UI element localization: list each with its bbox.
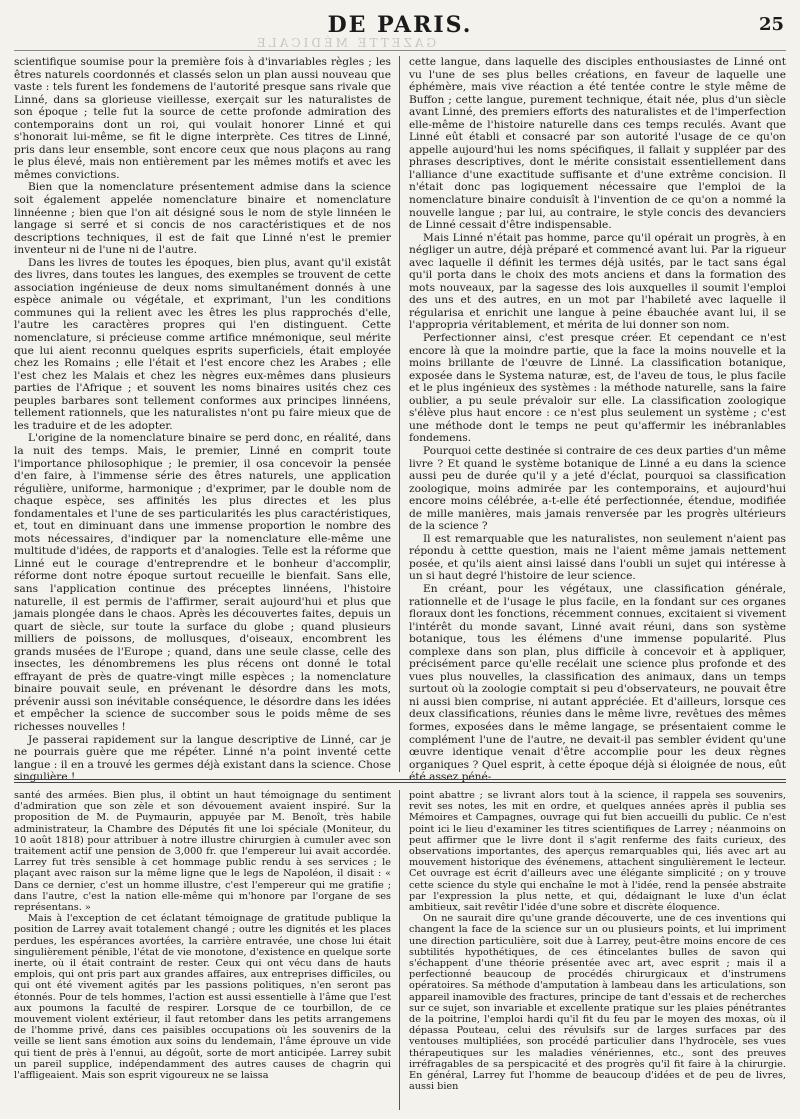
page-number: 25 bbox=[758, 14, 784, 35]
paragraph: En créant, pour les végétaux, une classification générale, rationnelle et de l'usage le plus facile, en la fondant sur ces organes floraux dont les fonctions, récemment connues, excitaient si vivement l'intérêt du monde savant, Linné avait réuni, dans son système botanique, tous les élémens d'une immense popularité. Plus complexe dans son plan, plus difficile à concevoir et à appliquer, précisément parce qu'elle recélait une science plus profonde et des vues plus nouvelles, la classification des animaux, dans un temps surtout où la zoologie comptait si peu d'observateurs, ne pouvait être ni aussi bien comprise, ni autant appréciée. Et d'ailleurs, lorsque ces deux classifications, réunies dans le même livre, revêtues des mêmes formes, exposées dans le même langage, se présentaient comme le complément l'une de l'autre, ne devait-il pas sembler évident qu'une œuvre identique venait d'être accomplie pour les deux règnes organiques ? Quel esprit, à cette époque déjà si éloignée de nous, eût été assez péné- bbox=[409, 582, 786, 784]
paragraph: Mais à l'exception de cet éclatant témoignage de gratitude publique la position de Larrey avait totalement changé ; outre les dignités et les places perdues, les espérances avortées, la carrière entravée, une chose lui était singulièrement pénible, l'état de vie monotone, d'existence en quelque sorte inerte, où il était contraint de rester. Ceux qui ont vécu dans de hauts emplois, qui ont pris part aux grandes affaires, aux entreprises difficiles, ou qui ont été vivement agités par les passions politiques, n'en seront pas étonnés. Pour de tels hommes, l'action est aussi essentielle à l'âme que l'est aux poumons la faculté de respirer. Lorsque de ce tourbillon, de ce mouvement violent extérieur, il faut retomber dans les petits arrangemens de l'homme privé, dans ces paisibles occupations où les souvenirs de la veille se lient sans émotion aux soins du lendemain, l'âme éprouve un vide qui tient de près à l'ennui, au dégoût, sorte de mort anticipée. Larrey subit un pareil supplice, indépendamment des autres causes de chagrin qui l'affligeaient. Mais son esprit vigoureux ne se laissa bbox=[14, 913, 391, 1082]
main-right-column bbox=[409, 56, 786, 784]
paragraph: Mais Linné n'était pas homme, parce qu'il opérait un progrès, à en négliger un autre, déjà préparé et commencé avant lui. Par la rigueur avec laquelle il définit les termes déjà usités, par le tact sans égal qu'il porta dans le choix des mots anciens et dans la formation des mots nouveaux, par la sagesse des lois auxquelles il soumit l'emploi des uns et des autres, en un mot par l'habileté avec laquelle il régularisa et enrichit une langue à peine ébauchée avant lui, il se l'appropria véritablement, et mérita de lui donner son nom. bbox=[409, 231, 786, 332]
feuilleton-divider bbox=[14, 779, 786, 783]
paragraph: Pourquoi cette destinée si contraire de ces deux parties d'un même livre ? Et quand le système botanique de Linné a eu dans la science aussi peu de durée qu'il y a jeté d'éclat, pourquoi sa classification zoologique, moins admirée par les contemporains, et aujourd'hui encore moins célébrée, a-t-elle été perfectionnée, étendue, modifiée de mille manières, mais jamais renversée par les progrès ultérieurs de la science ? bbox=[409, 444, 786, 533]
paragraph: On ne saurait dire qu'une grande découverte, une de ces inventions qui changent la face de la science sur un ou plusieurs points, et lui impriment une direction particulière, soit due à Larrey, peut-être moins encore de ces subtilités hypothétiques, de ces étincelantes bulles de savon qui s'échappent d'une théorie présentée avec art, avec esprit ; mais il a perfectionné beaucoup de procédés chirurgicaux et d'instrumens opératoires. Sa méthode d'amputation à lambeau dans les articulations, son appareil inamovible des fractures, principe de tant d'essais et de recherches sur ce sujet, son invariable et excellente pratique sur les plaies pénétrantes de la poitrine, l'emploi hardi qu'il fit du feu par le moyen des moxas, où il dépassa Pouteau, celui des révulsifs sur de larges surfaces par des ventouses multipliées, son procédé particulier dans l'hydrocèle, ses vues thérapeutiques sur les maladies vénériennes, etc., sont des preuves irréfragables de sa perspicacité et des progrès qu'il fit faire à la chirurgie. En général, Larrey fut l'homme de beaucoup d'idées et de peu de livres, aussi bien bbox=[409, 913, 786, 1093]
paragraph: santé des armées. Bien plus, il obtint un haut témoignage du sentiment d'admiration que son zèle et son dévouement avaient inspiré. Sur la proposition de M. de Puymaurin, appuyée par M. Benoît, très habile administrateur, la Chambre des Députés fit une loi spéciale (Moniteur, du 10 août 1818) pour attribuer à notre illustre chirurgien à cumuler avec son traitement actif une pension de 3,000 fr. que l'empereur lui avait accordée. Larrey fut très sensible à cet hommage public rendu à ses services ; le plaçant avec raison sur la même ligne que le legs de Napoléon, il disait : « Dans ce dernier, c'est un homme illustre, c'est l'empereur qui me gratifie ; dans l'autre, c'est la nation elle-même qui m'honore par l'organe de ses représentans. » bbox=[14, 790, 391, 914]
paragraph: scientifique soumise pour la première fois à d'invariables règles ; les êtres naturels coordonnés et classés selon un plan aussi nouveau que vaste : tels furent les fondemens de l'autorité presque sans rivale que Linné, dans sa glorieuse vieillesse, exerçait sur les naturalistes de son époque ; telle fut la source de cette profonde admiration des contemporains dont un roi, qui voulait honorer Linné et qui s'honorait lui-même, se fit le digne interprète. Ces titres de Linné, pris dans leur ensemble, sont encore ceux que nous plaçons au rang le plus élevé, mais non entièrement par les mêmes motifs et avec les mêmes convictions. bbox=[14, 56, 391, 181]
column-divider bbox=[399, 56, 400, 772]
paragraph: point abattre ; se livrant alors tout à la science, il rappela ses souvenirs, revit ses notes, les mit en ordre, et quelques années après il publia ses Mémoires et Campagnes, ouvrage qui fut bien accueilli du public. Ce n'est point ici le lieu d'examiner les titres scientifiques de Larrey ; néanmoins on peut affirmer que le livre dont il s'agit renferme des faits curieux, des observations importantes, des aperçus remarquables qui, liés avec art au mouvement historique des événemens, attachent singulièrement le lecteur. Cet ouvrage est écrit d'ailleurs avec une élégante simplicité ; on y trouve cette science du style qui enchaîne le mot à l'idée, rend la pensée abstraite par l'expression la plus nette, et qui, dédaignant le luxe d'un éclat ambitieux, sait revêtir l'idée d'une sobre et discrète éloquence. bbox=[409, 790, 786, 914]
page-header bbox=[14, 10, 786, 51]
paragraph: Il est remarquable que les naturalistes, non seulement n'aient pas répondu à cettte question, mais ne l'aient même jamais nettement posée, et qu'ils aient ainsi laissé dans l'oubli un sujet qui intéresse à un si haut degré l'histoire de leur science. bbox=[409, 532, 786, 583]
page-title: DE PARIS. bbox=[327, 12, 473, 38]
paragraph: Je passerai rapidement sur la langue descriptive de Linné, car je ne pourrais guère que me répéter. Linné n'a point inventé cette langue : il en a trouvé les germes déjà existant dans la science. Chose singulière ! bbox=[14, 733, 391, 784]
main-left-column bbox=[14, 56, 391, 784]
paragraph: Dans les livres de toutes les époques, bien plus, avant qu'il existât des livres, dans toutes les langues, des exemples se trouvent de cette association ingénieuse de deux noms simultanément donnés à une espèce animale ou végétale, et exprimant, l'un les conditions communes qui la relient avec les êtres les plus rapprochés d'elle, l'autre les caractères propres qui l'en distinguent. Cette nomenclature, si précieuse comme artifice mnémonique, seul mérite que lui aient reconnu quelques esprits superficiels, était employée chez les Romains ; elle l'était et l'est encore chez les Arabes ; elle l'est chez les Malais et chez les nègres eux-mêmes dans plusieurs parties de l'Afrique ; et souvent les noms binaires usités chez ces peuples barbares sont tellement conformes aux principes linnéens, tellement rationnels, que les naturalistes n'ont pu faire mieux que de les traduire et de les adopter. bbox=[14, 256, 391, 432]
feuilleton-right-column bbox=[409, 790, 786, 1110]
feuilleton-left-column bbox=[14, 790, 391, 1110]
mirrored-header-bleed: GAZETTE MÉDICALE bbox=[254, 36, 437, 50]
column-divider bbox=[399, 790, 400, 1110]
feuilleton bbox=[14, 790, 786, 1110]
main-article bbox=[14, 56, 786, 784]
paragraph: L'origine de la nomenclature binaire se perd donc, en réalité, dans la nuit des temps. Mais, le premier, Linné en comprit toute l'importance philosophique ; le premier, il osa concevoir la pensée d'en faire, à l'immense série des êtres naturels, une application régulière, uniforme, harmonique ; d'exprimer, par le double nom de chaque espèce, ses affinités les plus directes et les plus fondamentales et l'une de ses particularités les plus caractéristiques, et, tout en diminuant dans une immense proportion le nombre des mots nécessaires, d'indiquer par la nomenclature elle-même une multitude d'idées, de rapports et d'analogies. Telle est la réforme que Linné eut le courage d'entreprendre et le bonheur d'accomplir, réforme dont notre époque surtout recueille le bienfait. Sans elle, sans l'application continue des préceptes linnéens, l'histoire naturelle, il est permis de l'affirmer, serait aujourd'hui et plus que jamais plongée dans le chaos. Après les découvertes faites, depuis un quart de siècle, sur toute la surface du globe ; quand plusieurs milliers de poissons, de mollusques, d'oiseaux, encombrent les grands musées de l'Europe ; quand, dans une seule classe, celle des insectes, les dénombremens les plus récens ont donné le total effrayant de près de quatre-vingt mille espèces ; la nomenclature binaire pouvait seule, en prévenant le désordre dans les mots, prévenir aussi son inévitable conséquence, le désordre dans les idées et empêcher la science de succomber sous le poids même de ses richesses nouvelles ! bbox=[14, 432, 391, 733]
paragraph: Perfectionner ainsi, c'est presque créer. Et cependant ce n'est encore là que la moindre partie, que la face la moins nouvelle et la moins brillante de l'œuvre de Linné. La classification botanique, exposée dans le Systema naturæ, est, de l'aveu de tous, le plus facile et le plus ingénieux des systèmes : la méthode naturelle, sans la faire oublier, a pu seule prévaloir sur elle. La classification zoologique s'élève plus haut encore : ce n'est plus seulement un système ; c'est une méthode dont le temps ne peut qu'affermir les inébranlables fondemens. bbox=[409, 332, 786, 445]
paragraph: Bien que la nomenclature présentement admise dans la science soit également appelée nomenclature binaire et nomenclature linnéenne ; bien que l'on ait désigné sous le nom de style linnéen le langage si serré et si concis de nos caractéristiques et de nos descriptions techniques, il est de fait que Linné n'est le premier inventeur ni de l'une ni de l'autre. bbox=[14, 181, 391, 257]
paragraph: cette langue, dans laquelle des disciples enthousiastes de Linné ont vu l'une de ses plus belles créations, en faveur de laquelle une éphémère, mais vive réaction a été tentée contre le style même de Buffon ; cette langue, purement technique, était née, plus d'un siècle avant Linné, des premiers efforts des naturalistes et de l'imperfection elle-même de l'histoire naturelle dans ces temps reculés. Avant que Linné eût établi et consacré par son autorité l'usage de ce qu'on appelle aujourd'hui les noms spécifiques, il fallait y suppléer par des phrases descriptives, dont le mérite consistait essentiellement dans l'alliance d'une exactitude suffisante et d'une extrême concision. Il n'était donc pas logiquement nécessaire que l'emploi de la nomenclature binaire conduisît à l'invention de ce qu'on a nommé la nouvelle langue ; par lui, au contraire, le style concis des devanciers de Linné cessait d'être indispensable. bbox=[409, 56, 786, 232]
